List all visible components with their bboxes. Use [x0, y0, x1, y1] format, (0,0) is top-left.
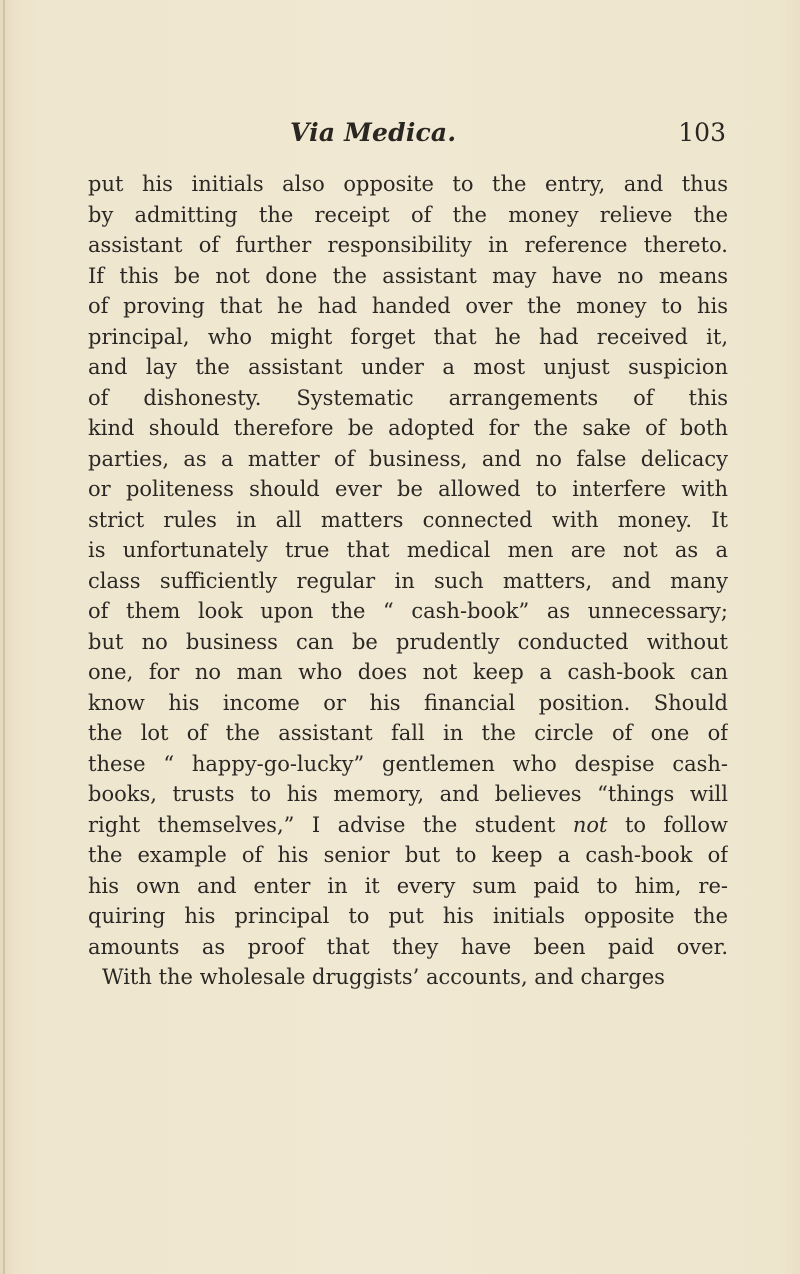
text-line: the lot of the assistant fall in the circle of one of — [88, 721, 728, 745]
text-line: parties, as a matter of business, and no false delicacy — [88, 446, 728, 471]
text-line: If this be not done the assistant may have no means — [88, 263, 728, 288]
text-line: is unfortunately true that medical men are not as a — [88, 538, 728, 562]
text-line: With the wholesale druggists’ accounts, and charges — [102, 965, 665, 989]
text-line: kind should therefore be adopted for the sake of both — [88, 416, 728, 440]
page-number: 103 — [678, 118, 726, 147]
running-header — [60, 112, 726, 152]
text-line: strict rules in all matters connected with money. It — [88, 507, 728, 532]
text-line: assistant of further responsibility in reference thereto. — [88, 233, 728, 257]
text-line: books, trusts to his memory, and believes “things will — [88, 782, 728, 806]
text-segment: to follow — [624, 812, 728, 837]
text-line-with-italic — [88, 810, 728, 841]
text-line: and lay the assistant under a most unjust suspicion — [88, 355, 728, 379]
text-line: his own and enter in it every sum paid to him, re- — [88, 873, 728, 898]
text-line: the example of his senior but to keep a cash-book of — [88, 843, 728, 867]
text-line: of them look upon the “ cash-book” as unnecessary; — [88, 599, 728, 623]
text-line: class sufficiently regular in such matters, and many — [88, 568, 728, 593]
italic-word: not — [572, 812, 608, 837]
text-line: amounts as proof that they have been paid over. — [88, 934, 728, 959]
text-line: principal, who might forget that he had received it, — [88, 324, 728, 349]
text-line: one, for no man who does not keep a cash-book can — [88, 660, 728, 684]
text-line: quiring his principal to put his initials opposite the — [88, 904, 728, 928]
text-line: of proving that he had handed over the money to his — [88, 294, 728, 318]
text-line: but no business can be prudently conducted without — [88, 629, 728, 654]
text-line: by admitting the receipt of the money relieve the — [88, 202, 728, 227]
text-line: know his income or his financial position. Should — [88, 690, 728, 715]
text-line: or politeness should ever be allowed to interfere with — [88, 477, 728, 501]
body-text — [88, 169, 728, 993]
running-title: Via Medica. — [290, 118, 457, 147]
text-segment: right themselves,” I advise the student — [88, 812, 556, 837]
page-gutter-edge — [3, 0, 5, 1274]
text-line: these “ happy-go-lucky” gentlemen who despise cash- — [88, 751, 728, 776]
text-line: put his initials also opposite to the entry, and thus — [88, 172, 728, 196]
text-line: of dishonesty. Systematic arrangements of this — [88, 385, 728, 410]
